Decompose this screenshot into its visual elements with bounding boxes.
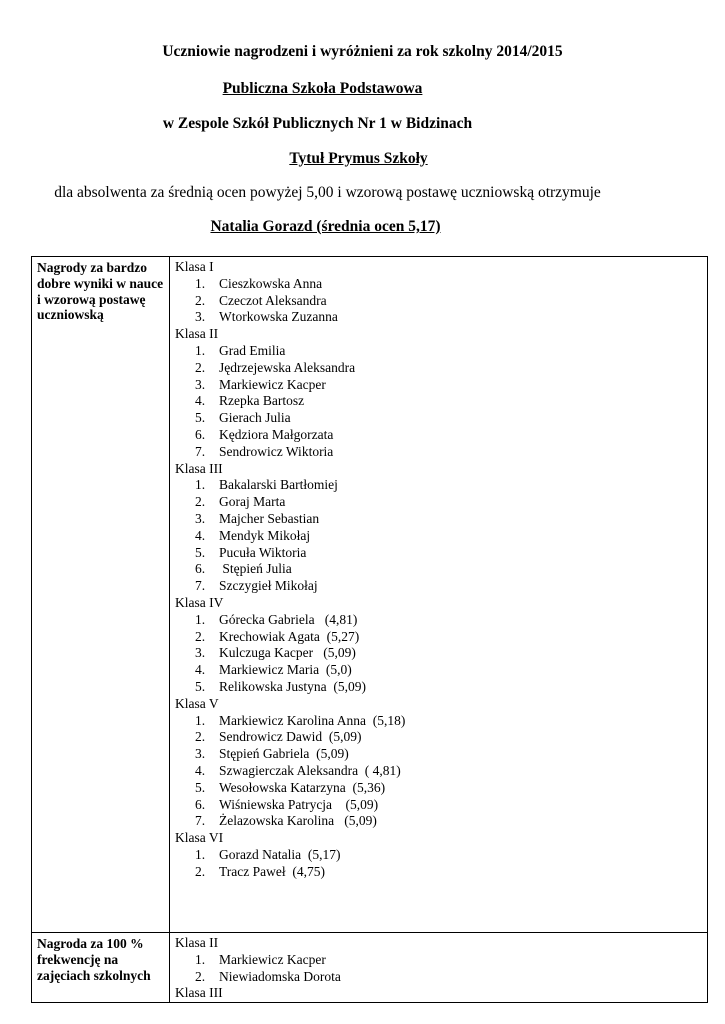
student-item [175,477,707,494]
award-category: Nagroda za 100 % frekwencję na zajęciach szkolnych [32,933,170,1003]
list-number: 5. [195,779,206,795]
class-heading: Klasa III [175,985,223,1001]
student-name: Niewiadomska Dorota [219,968,341,984]
document-title: Uczniowie nagrodzeni i wyróżnieni za rok szkolny 2014/2015 [162,43,563,60]
list-number: 1. [195,477,206,493]
list-number: 4. [195,393,206,409]
student-name: Kędziora Małgorzata [219,426,334,442]
list-number: 6. [195,796,206,812]
list-number: 2. [195,292,206,308]
student-name: Kulczuga Kacper (5,09) [219,645,356,661]
title-recipient: Natalia Gorazd (średnia ocen 5,17) [210,218,441,235]
student-name: Tracz Paweł (4,75) [219,863,325,879]
student-list [175,952,707,986]
student-name: Markiewicz Kacper [219,376,326,392]
student-item [175,528,707,545]
award-section-row [32,933,708,1003]
list-number: 6. [195,561,206,577]
student-item [175,645,707,662]
student-item [175,969,707,986]
award-category: Nagrody za bardzo dobre wyniki w nauce i wzorową postawę uczniowską [32,257,170,933]
list-number: 7. [195,813,206,829]
list-number: 7. [195,578,206,594]
class-heading: Klasa I [175,259,214,274]
list-number: 1. [195,342,206,358]
student-name: Czeczot Aleksandra [219,292,327,308]
student-item [175,410,707,427]
list-number: 4. [195,662,206,678]
student-name: Bakalarski Bartłomiej [219,477,338,493]
list-number: 3. [195,376,206,392]
student-name: Jędrzejewska Aleksandra [219,359,356,375]
list-number: 1. [195,275,206,291]
student-list [175,847,707,881]
student-name: Żelazowska Karolina (5,09) [219,813,377,829]
class-heading: Klasa III [175,460,223,476]
student-item [175,293,707,310]
student-name: Sendrowicz Wiktoria [219,443,334,459]
student-name: Majcher Sebastian [219,510,320,526]
list-number: 1. [195,951,206,967]
student-item [175,343,707,360]
student-name: Cieszkowska Anna [219,275,323,291]
list-number: 3. [195,309,206,325]
list-number: 2. [195,494,206,510]
list-number: 2. [195,968,206,984]
student-item [175,444,707,461]
student-name: Relikowska Justyna (5,09) [219,678,366,694]
student-list [175,343,707,461]
award-student-list [170,933,708,1003]
student-item [175,545,707,562]
student-name: Wiśniewska Patrycja (5,09) [219,796,379,812]
student-name: Pucuła Wiktoria [219,544,307,560]
student-list [175,276,707,326]
list-number: 1. [195,846,206,862]
student-item [175,780,707,797]
student-list [175,612,707,696]
list-number: 4. [195,527,206,543]
list-number: 1. [195,611,206,627]
student-item [175,952,707,969]
student-name: Górecka Gabriela (4,81) [219,611,358,627]
student-item [175,494,707,511]
student-name: Markiewicz Kacper [219,951,326,967]
student-name: Krechowiak Agata (5,27) [219,628,360,644]
list-number: 4. [195,762,206,778]
student-item [175,813,707,830]
student-name: Stępień Julia [219,561,292,577]
student-item [175,561,707,578]
class-heading: Klasa II [175,326,219,342]
student-item [175,864,707,881]
student-list [175,713,707,831]
list-number: 6. [195,426,206,442]
student-item [175,612,707,629]
student-name: Gierach Julia [219,410,291,426]
student-name: Markiewicz Maria (5,0) [219,662,352,678]
student-name: Gorazd Natalia (5,17) [219,846,341,862]
class-heading: Klasa II [175,935,219,950]
student-name: Szwagierczak Aleksandra ( 4,81) [219,762,401,778]
list-number: 2. [195,359,206,375]
student-name: Rzepka Bartosz [219,393,305,409]
list-number: 3. [195,645,206,661]
list-number: 2. [195,628,206,644]
student-item [175,847,707,864]
school-complex: w Zespole Szkół Publicznych Nr 1 w Bidzinach [162,115,473,132]
student-name: Stępień Gabriela (5,09) [219,746,349,762]
student-item [175,511,707,528]
student-name: Sendrowicz Dawid (5,09) [219,729,362,745]
student-item [175,427,707,444]
list-number: 3. [195,510,206,526]
list-number: 5. [195,544,206,560]
student-name: Mendyk Mikołaj [219,527,311,543]
list-number: 5. [195,678,206,694]
title-heading: Tytuł Prymus Szkoły [289,150,428,167]
student-item [175,377,707,394]
list-number: 2. [195,863,206,879]
student-item [175,309,707,326]
student-item [175,746,707,763]
student-list [175,477,707,595]
student-item [175,713,707,730]
student-item [175,360,707,377]
award-section-row [32,257,708,933]
awards-table [31,256,708,1003]
student-item [175,629,707,646]
award-student-list [170,257,708,933]
list-number: 7. [195,443,206,459]
list-number: 3. [195,746,206,762]
student-item [175,393,707,410]
school-name: Publiczna Szkoła Podstawowa [222,80,423,97]
class-heading: Klasa IV [175,594,224,610]
student-name: Grad Emilia [219,342,286,358]
student-item [175,578,707,595]
student-item [175,797,707,814]
title-description: dla absolwenta za średnią ocen powyżej 5,00 i wzorową postawę uczniowską otrzymuje [54,184,601,201]
student-name: Markiewicz Karolina Anna (5,18) [219,712,406,728]
list-number: 1. [195,712,206,728]
student-item [175,276,707,293]
list-number: 2. [195,729,206,745]
student-item [175,662,707,679]
student-item [175,763,707,780]
class-heading: Klasa VI [175,830,224,846]
student-item [175,729,707,746]
student-name: Wtorkowska Zuzanna [219,309,338,325]
class-heading: Klasa V [175,695,219,711]
student-name: Wesołowska Katarzyna (5,36) [219,779,386,795]
student-item [175,679,707,696]
student-name: Szczygieł Mikołaj [219,578,318,594]
list-number: 5. [195,410,206,426]
student-name: Goraj Marta [219,494,286,510]
